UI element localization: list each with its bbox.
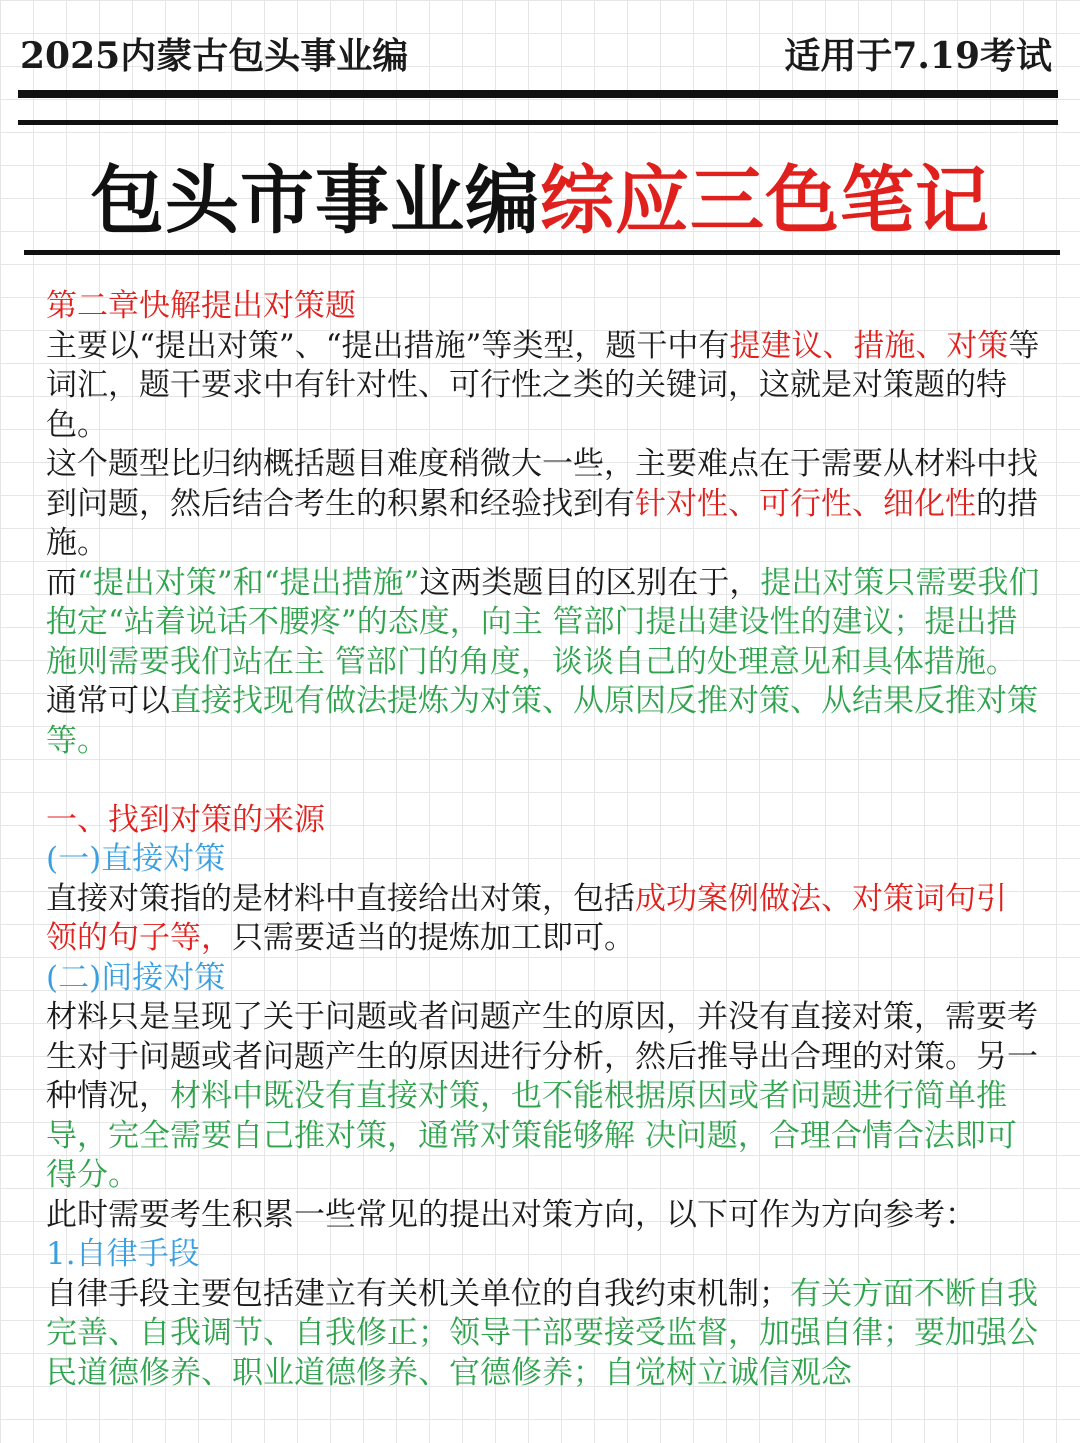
p3-highlight-d: 提出对策只需要我们抱定“站着说话不腰疼”的态度，向主 管部门提出建设性的建议；提出措施则需要我们站在主 管部门的角度，谈谈自己的处理意见和具体措施。 (46, 564, 1040, 680)
page-title-black: 包头市事业编 (90, 158, 540, 244)
p3-highlight-b: “提出对策”和“提出措施” (77, 564, 420, 601)
spacer (46, 761, 1046, 801)
paragraph-6 (46, 998, 1046, 1196)
p8-text-a: 自律手段主要包括建立有关机关单位的自我约束机制； (46, 1275, 790, 1312)
paragraph-4 (46, 682, 1046, 761)
subsection-1-heading: (一)直接对策 (46, 841, 226, 877)
section-1-heading: 一、找到对策的来源 (46, 801, 325, 838)
p1-highlight: 提建议、措施、对策 (729, 327, 1009, 364)
p1-text-c: 等词汇，题干要求中有针对性、可行性之类的关键词，这就是对策题的特色。 (46, 327, 1040, 443)
page-title (0, 142, 1080, 248)
p3-text-c: 这两类题目的区别在于， (419, 564, 761, 601)
paragraph-1 (46, 327, 1046, 446)
paragraph-7: 此时需要考生积累一些常见的提出对策方向，以下可作为方向参考： (46, 1196, 976, 1233)
header-left-label: 2025内蒙古包头事业编 (20, 35, 409, 77)
page-title-red: 综应三色笔记 (540, 158, 990, 244)
p3-text-a: 而 (46, 564, 77, 601)
paragraph-2 (46, 445, 1046, 564)
p8-highlight: 有关方面不断自我完善、自我调节、自我修正；领导干部要接受监督，加强自律；要加强公民道德修养、职业道德修养、官德修养；自觉树立诚信观念 (46, 1275, 1038, 1391)
top-divider-thick (18, 90, 1058, 98)
header-right-label: 适用于7.19考试 (784, 35, 1052, 77)
p6-text-a: 材料只是呈现了关于问题或者问题产生的原因，并没有直接对策，需要考生对于问题或者问题产生的原因进行分析，然后推导出合理的对策。另一种情况， (46, 999, 1038, 1114)
title-divider (24, 250, 1060, 255)
p5-highlight: 成功案例做法、对策词句引 领的句子等， (46, 880, 1007, 956)
p4-highlight: 直接找现有做法提炼为对策、从原因反推对策、从结果反推对策等。 (46, 683, 1038, 759)
p2-text-a: 这个题型比归纳概括题目难度稍微大一些，主要难点在于需要从材料中找到问题，然后结合考生的积累和经验找到有 (46, 446, 1038, 522)
p4-text-a: 通常可以 (46, 683, 170, 719)
paragraph-5 (46, 880, 1046, 959)
note-content (46, 287, 1046, 1393)
item-1-heading: 1.自律手段 (46, 1236, 200, 1272)
p2-highlight: 针对性、可行性、细化性 (635, 485, 976, 522)
paragraph-8 (46, 1275, 1046, 1394)
p5-text-a: 直接对策指的是材料中直接给出对策，包括 (46, 880, 635, 917)
chapter-heading: 第二章快解提出对策题 (46, 288, 356, 324)
p5-text-c: 只需要适当的提炼加工即可。 (232, 920, 635, 956)
subsection-2-heading: (二)间接对策 (46, 959, 226, 996)
p2-text-c: 的措施。 (46, 485, 1038, 561)
p1-text-a: 主要以“提出对策”、“提出措施”等类型，题干中有 (46, 327, 730, 364)
top-divider (18, 120, 1058, 125)
p6-highlight: 材料中既没有直接对策，也不能根据原因或者问题进行简单推导，完全需要自己推对策，通常对策能够解 决问题，合理合情合法即可得分。 (46, 1078, 1017, 1193)
paragraph-3 (46, 564, 1046, 683)
